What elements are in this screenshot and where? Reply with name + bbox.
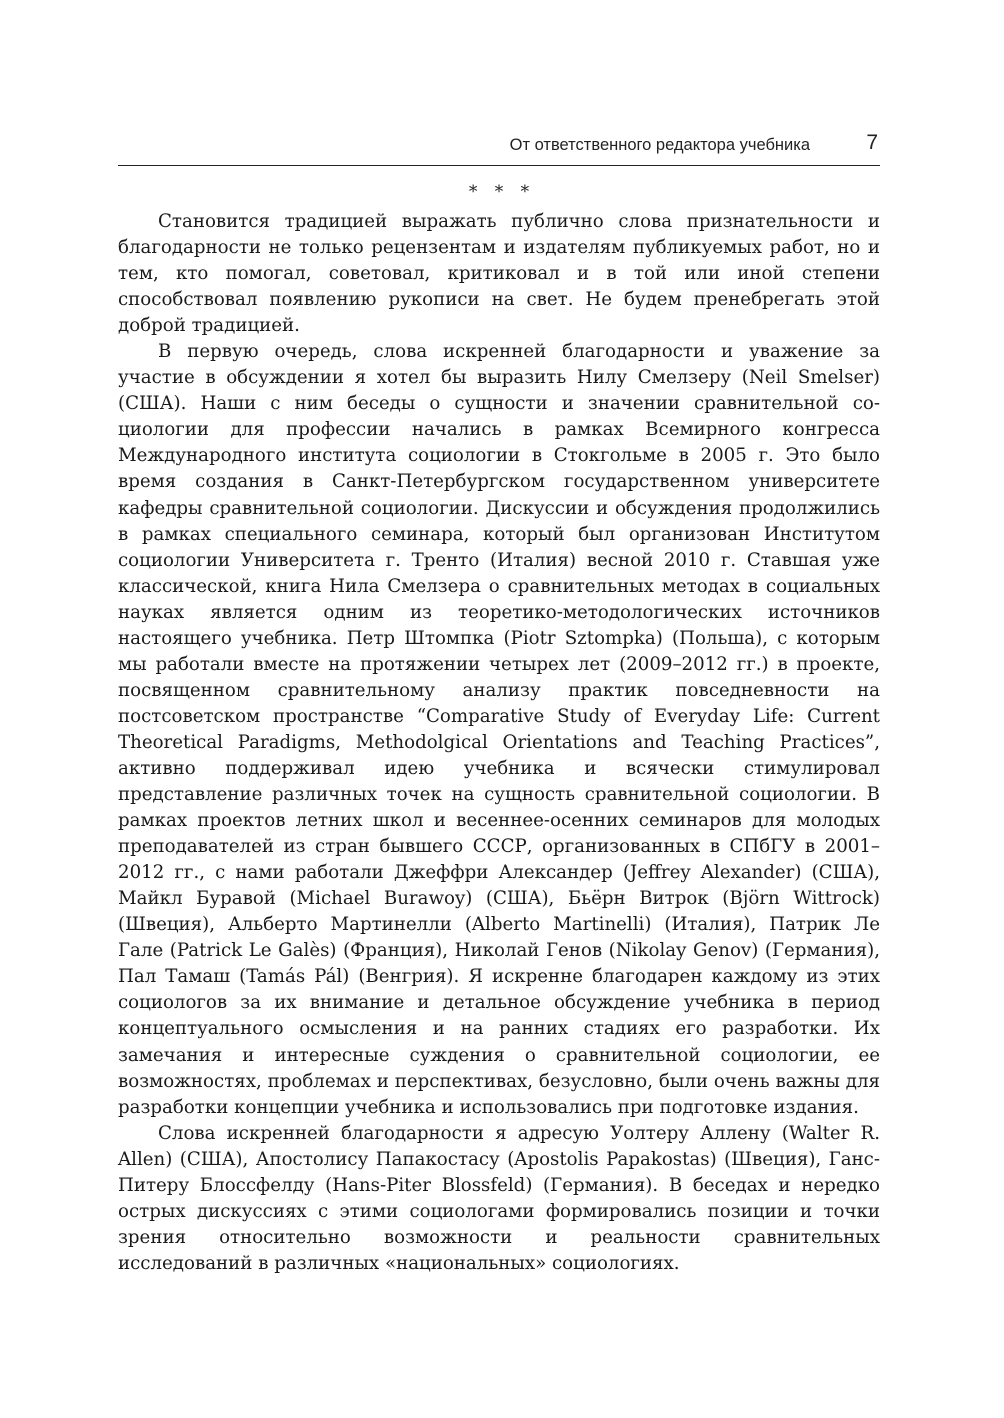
- running-title: От ответственного редактора учебника: [509, 136, 810, 154]
- body-text: [118, 209, 880, 1277]
- paragraph: Слова искренней благодарности я адресую Уолтеру Аллену (Walter R. Allen) (США), Апостолису Папакостасу (Apostolis Papakostas) (Швеция), Ганс-Питеру Блоссфелду (Hans-Piter Blossfeld) (Германия). В беседах и нередко острых дискуссиях с этими социологами формировались позиции и точки зрения относительно возможности и реальности сравнительных исследований в различных «национальных» социологиях.: [118, 1122, 880, 1274]
- paragraph: Становится традицией выражать публично слова признательности и благодарности не только рецензентам и издателям публикуемых работ, но и тем, кто помогал, советовал, критиковал и в той или иной степени способствовал появлению рукописи на свет. Не будем пренебрегать этой доброй традицией.: [118, 211, 880, 337]
- paragraph: В первую очередь, слова искренней благодарности и уважение за участие в обсуждении я хотел бы выразить Нилу Смелзеру (Neil Smelser) (США). Наши с ним беседы о сущности и значении сравнительной социологии для профессии начались в рамках Всемирного конгресса Международного института социологии в Стокгольме в 2005 г. Это было время создания в Санкт-Петербургском государственном университете кафедры сравнительной социологии. Дискуссии и обсуждения продолжились в рамках специального семинара, который был организован Институтом социологии Университета г. Тренто (Италия) весной 2010 г. Ставшая уже классической, книга Нила Смелзера о сравнительных методах в социальных науках является одним из теоретико-методологических источников настоящего учебника. Петр Штомпка (Piotr Sztompka) (Польша), с которым мы работали вместе на протяжении четырех лет (2009–2012 гг.) в проекте, посвященном сравнительному анализу практик повседневности на постсоветском пространстве “Comparative Study of Everyday Life: Current Theoretical Paradigms, Methodolgical Orientations and Teaching Practices”, активно поддерживал идею учебника и всячески стимулировал представление различных точек на сущность сравнительной социологии. В рамках проектов летних школ и весеннее-осенних семинаров для молодых преподавателей из стран бывшего СССР, организованных в СПбГУ в 2001–2012 гг., с нами работали Джеффри Александер (Jeffrey Alexander) (США), Майкл Буравой (Michael Burawoy) (США), Бьёрн Витрок (Björn Wittrock) (Швеция), Альберто Мартинелли (Alberto Martinelli) (Италия), Патрик Ле Гале (Patrick Le Galès) (Франция), Николай Генов (Nikolay Genov) (Германия), Пал Тамаш (Tamás Pál) (Венгрия). Я искренне благодарен каждому из этих социологов за их внимание и детальное обсуждение учебника в период концептуального осмысления и на ранних стадиях его разработки. Их замечания и интересные суждения о сравнительной социологии, ее возможностях, проблемах и перспективах, безусловно, были очень важны для разработки концепции учебника и использовались при подготовке издания.: [118, 341, 880, 1118]
- page-number: 7: [866, 131, 878, 154]
- running-head: [118, 131, 880, 166]
- section-separator: * * *: [468, 182, 536, 202]
